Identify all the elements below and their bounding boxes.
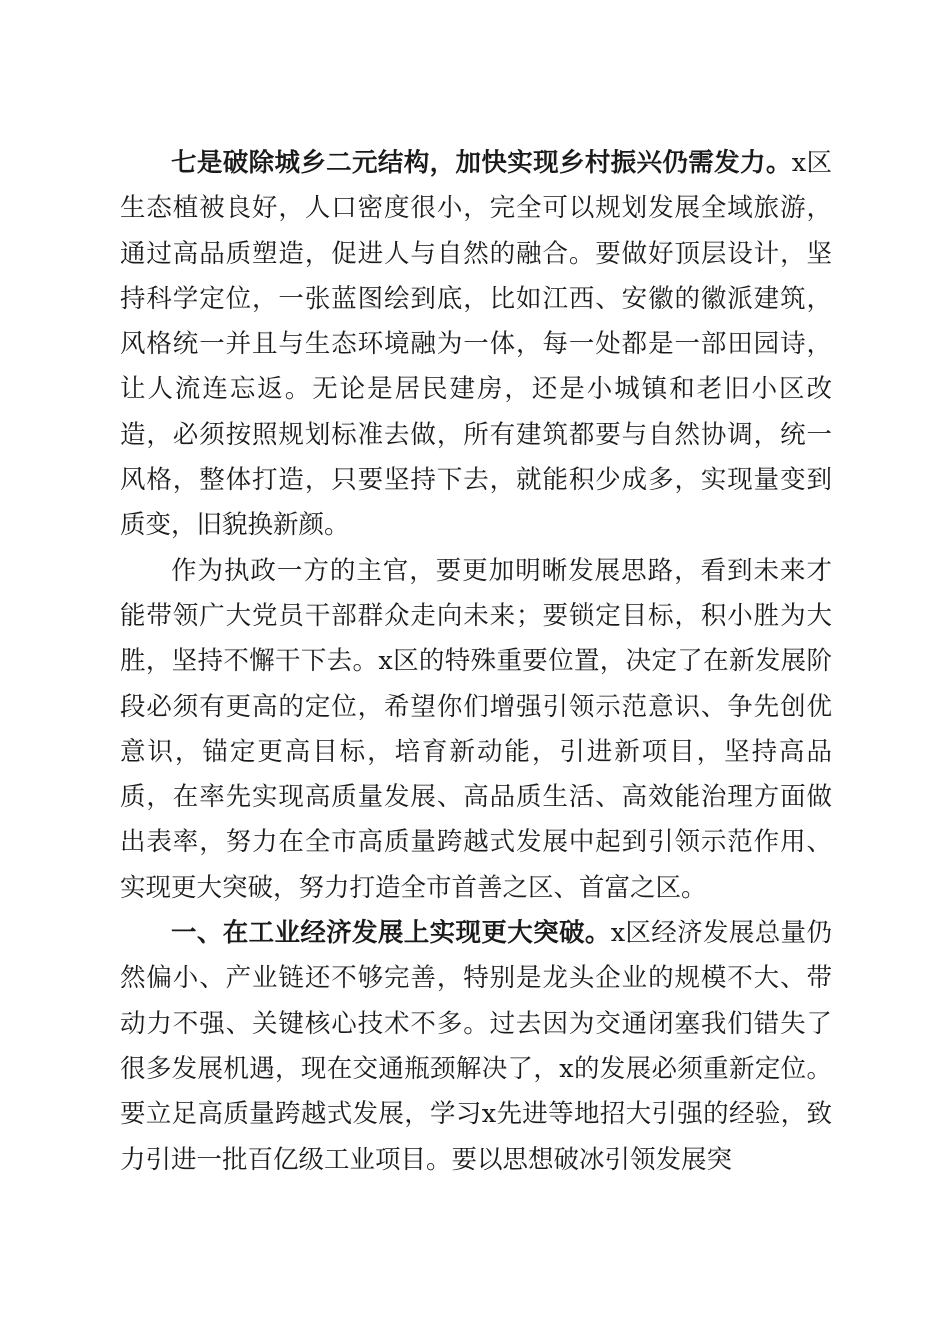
paragraph-text: x区生态植被良好，人口密度很小，完全可以规划发展全域旅游，通过高品质塑造，促进人与自然的融合。要做好顶层设计，坚持科学定位，一张蓝图绘到底，比如江西、安徽的徽派建筑，风格统一并且与生态环境融为一体，每一处都是一部田园诗，让人流连忘返。无论是居民建房，还是小城镇和老旧小区改造，必须按照规划标准去做，所有建筑都要与自然协调，统一风格，整体打造，只要坚持下去，就能积少成多，实现量变到质变，旧貌换新颜。 <box>120 148 832 541</box>
document-body <box>120 141 832 1183</box>
paragraph-industrial-economy <box>120 911 832 1183</box>
paragraph-heading: 一、在工业经济发展上实现更大突破。 <box>171 918 611 949</box>
paragraph-text: 作为执政一方的主官，要更加明晰发展思路，看到未来才能带领广大党员干部群众走向未来；要锁定目标，积小胜为大胜，坚持不懈干下去。x区的特殊重要位置，决定了在新发展阶段必须有更高的定位，希望你们增强引领示范意识、争先创优意识，锚定更高目标，培育新动能，引进新项目，坚持高品质，在率先实现高质量发展、高品质生活、高效能治理方面做出表率，努力在全市高质量跨越式发展中起到引领示范作用、实现更大突破，努力打造全市首善之区、首富之区。 <box>120 555 832 903</box>
paragraph-text: x区经济发展总量仍然偏小、产业链还不够完善，特别是龙头企业的规模不大、带动力不强、关键核心技术不多。过去因为交通闭塞我们错失了很多发展机遇，现在交通瓶颈解决了，x的发展必须重新定位。要立足高质量跨越式发展，学习x先进等地招大引强的经验，致力引进一批百亿级工业项目。要以思想破冰引领发展突 <box>120 918 832 1175</box>
paragraph-rural-revitalization <box>120 141 832 549</box>
paragraph-heading: 七是破除城乡二元结构，加快实现乡村振兴仍需发力。 <box>171 148 792 178</box>
paragraph-leadership <box>120 549 832 911</box>
